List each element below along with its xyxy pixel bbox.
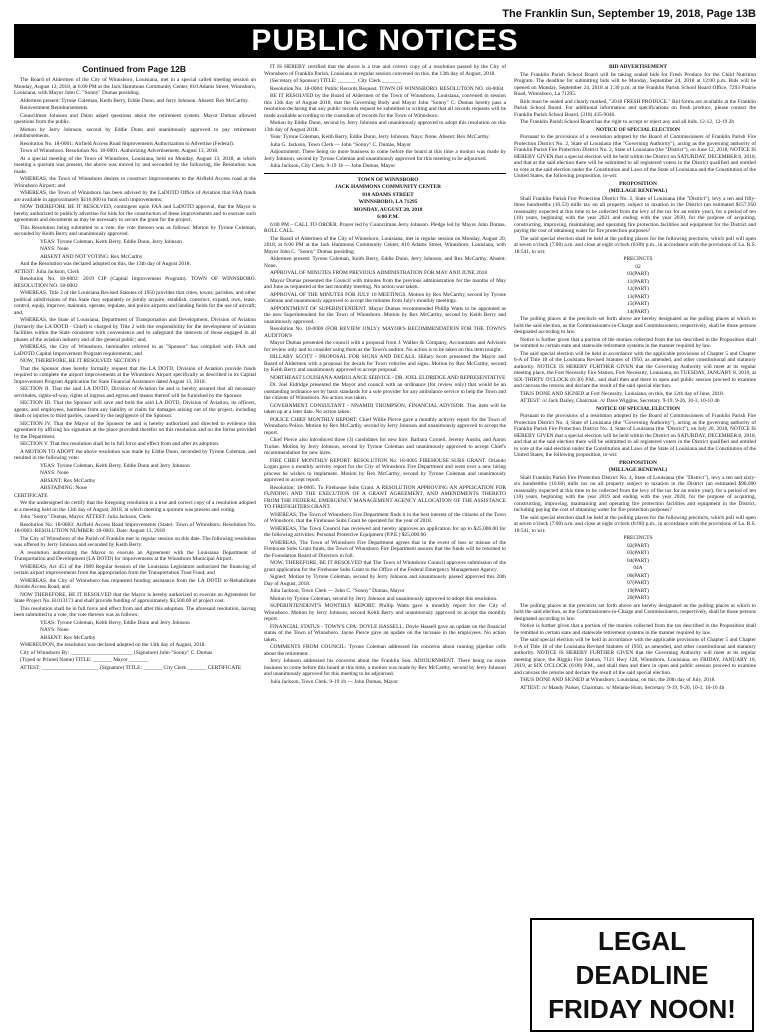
paragraph: WHEREAS, the State of Louisiana, Department of Transportation and Development, Division of Aviation (formerly the LA DOTD - Chief) is charged by Title 2 with the responsibility for the development of aviation facilities within the State consistent with convenience and to safeguard the interests of those engaged in all phases of the aviation industry and of the general public; and,	[14, 317, 256, 343]
paragraph: IT IS HEREBY certified that the above is a true and correct copy of a resolution passed by the City of Winnsboro of Franklin Parish, Louisiana in regular session convened on this, the 13th day of August, 2018.	[264, 64, 506, 77]
paragraph: NOW THEREFORE BE IT RESOLVED, contingent upon FAA and LaDOTD approval, that the Mayor is hereby authorized to publicly advertise for bids for the construction of these improvements and to execute such agreements and documents as may be necessary to secure the grant for the project.	[14, 204, 256, 223]
vote-line: YEAS: Tyrone Coleman, Keith Berry, Eddie Dunn, Jerry Johnson	[40, 238, 182, 245]
paragraph: COMMENTS FROM COUNCIL: Tyrone Coleman addressed his concerns about running pipeline cells about the retirement.	[264, 644, 506, 657]
paragraph: WHEREAS, Title 2 of the Louisiana Revised Statutes of 1950 provides that cities, towns, parishes, and other political subdivisions of this State may separately or jointly acquire, establish, construct, expand, own, lease, control, equip, improve, maintain, operate, regulate, and police airports and landing fields for the use of aircraft; and,	[14, 290, 256, 316]
paragraph: Aldermen present: Tyrone Coleman, Keith Berry, Eddie Dunn, and Jerry Johnson. Absent: Rex McCarthy.	[20, 97, 249, 104]
paragraph: Julia Jackson, Town Clerk — John C. "Sonny" Dumas, Mayor	[270, 588, 405, 594]
meeting-title: 810 ADAMS STREET	[362, 191, 414, 198]
vote-line: NAYS: None	[40, 627, 69, 633]
paragraph: WHEREAS, the Town of Winnsboro desires to construct improvements to the Airfield Access road at the Winnsboro Airport; and	[14, 176, 256, 189]
precinct: 20(PART)	[627, 595, 649, 601]
paragraph: The Franklin Parish School Board has the right to accept or reject any and all bids. 12-12, 12-19 2b	[520, 119, 735, 125]
paragraph: Motion by Eddie Dunn, second by Jerry Johnson and unanimously approved to adopt this resolution on this 13th day of August 2018.	[264, 120, 506, 133]
paragraph: POLICE CHIEF MONTHLY REPORT: Chief Willie Pierce gave a monthly activity report for the Town of Winnsboro Police. Motion by Rex McCarthy, second by Jerry Johnson and unanimously approved to accept the report.	[264, 416, 506, 436]
paragraph: Julia Jackson, City Clerk. 9-19 1b — John Dumas, Mayor	[270, 163, 396, 169]
meeting-title: JACK HAMMONS COMMUNITY CENTER	[335, 184, 441, 190]
paragraph: THUS DONE AND SIGNED at Fort Necessity, Louisiana, on this, the 12th day of June, 2018.	[520, 390, 725, 397]
callout-line: FRIDAY NOON!	[548, 994, 736, 1024]
precinct: 02(PART)	[627, 542, 649, 549]
proposition-subheading: (MILLAGE RENEWAL)	[608, 467, 668, 473]
paragraph: Resolution No. 18-0006 (FOR REVIEW ONLY): MAYOR'S RECOMMENDATION FOR THE TOWN'S AUDITOR'S	[264, 326, 506, 339]
paragraph: The said special election will be held in accordance with the applicable provisions of Chapter 5 and Chapter 6-A of Title 18 of the Louisiana Revised Statutes of 1950, as amended, and other constitutional and statutory authority. NOTICE IS HEREBY FURTHER GIVEN that the Governing Authority will meet at its regular meeting place, the Riggin Fire Station, 7121 Hwy 128, Winnsboro, Louisiana, on FRIDAY, JANUARY 18, 2019, at SIX O'CLOCK (6:00) P.M., and shall then and there in open and public session proceed to examine and canvass the returns and declare the result of the said special election.	[514, 637, 756, 676]
paragraph: A resolution authorizing the Mayor to execute an Agreement with the Louisiana Department of Transportation and Development (LA DOTD) for improvements at the Winnsboro Municipal Airport.	[14, 549, 256, 562]
paragraph: Pursuant to the provisions of a resolution adopted by the Board of Commissioners of Franklin Parish Fire Protection District No. 2, State of Louisiana (the "Governing Authority"), acting as the governing authority of Franklin Parish Fire Protection District No. 2, State of Louisiana (the "District"), on June 12, 2018, NOTICE IS HEREBY GIVEN that a special election will be held within the District on SATURDAY, DECEMBER 8, 2018, and that at the said election there will be submitted to all registered voters in the District qualified and entitled to vote at the said election under the Constitution and Laws of the State of Louisiana and the Constitution of the United States, the following proposition, to-wit:	[514, 134, 756, 179]
precinct: 04A	[633, 565, 643, 571]
paragraph: This resolution shall be in full force and effect from and after this adoption. The aforesaid resolution, having been submitted to a vote, the vote thereon was as follows:	[14, 605, 256, 618]
paragraph: Reinvestment Reimbursements.	[20, 105, 89, 111]
paragraph: The polling places at the precincts set forth above are hereby designated as the polling places at which to hold the said election, as the Commissioners-in-Charge and Commissioners, respectively, shall be those persons designated according to law.	[514, 316, 756, 335]
paragraph: Resolution: 18-0005. To Firehouse Subs Grant. A RESOLUTION APPROVING AN APPLICATION FOR FUNDING AND THE EXECUTION OF A GRANT AGREEMENT, AND AMENDMENTS THERETO FROM THE FEDERAL EMERGENCY MANAGEMENT AGENCY ALLOCATION OF THE ASSISTANCE TO FIREFIGHTERS GRANT.	[264, 484, 506, 510]
precinct: 06(PART)	[627, 572, 649, 579]
meeting-title: TOWN OF WINNSBORO	[357, 176, 419, 183]
paragraph: Motion by Tyrone Coleman, second by Jerry Johnson and unanimously approved to adopt this resolution.	[270, 595, 498, 602]
paragraph: The said special election shall be held at the polling places for the following precincts, which poll will open at seven o'clock (7:00) a.m. and close at eight o'clock (8:00) p.m., in accordance with the provisions of La. R.S. 18:541, to wit:	[514, 235, 756, 255]
paragraph: WHEREUPON, the resolution was declared adopted on the 13th day of August, 2018.	[20, 642, 206, 648]
signature-block: City of Winnsboro By: _______________________ (Signature) John "Sonny" C. Dumas	[20, 649, 213, 656]
paragraph: The said special election shall be held at the polling places for the following precincts, which poll will open at seven o'clock (7:00) a.m. and close at eight o'clock (8:00) p.m., in accordance with the provisions of La. R.S. 18:541, to wit:	[514, 514, 756, 534]
precinct: 11(PART)	[627, 278, 649, 285]
paragraph: WHEREAS, the Town of Winnsboro has been advised by the LaDOTD Office of Aviation that FAA funds are available in approximately $116,000 to fund such improvements;	[14, 190, 256, 203]
paragraph: And the Resolution was declared adopted on this, the 13th day of August 2018.	[20, 261, 191, 267]
precinct: 19(PART)	[627, 587, 649, 594]
attest-line: ATTEST: Julia Jackson, Clerk	[14, 268, 80, 275]
paragraph: NOW, THEREFORE, BE IT RESOLVED: SECTION I	[20, 358, 140, 364]
meeting-title: MONDAY, AUGUST 20, 2018	[353, 206, 423, 213]
paragraph: Adjournment: There being no more business to come before the board at this time a motion was made by Jerry Johnson, second by Tyrone Coleman and unanimously approved for this meeting to be adjourned.	[264, 149, 506, 162]
paragraph: SECTION IV. That the Mayor of the Sponsor be and is hereby authorized and directed to evidence this agreement by affixing his signature at the place provided therefor on this resolution and on the forms provided by the Department.	[14, 420, 256, 440]
paragraph: SECTION V. That this resolution shall be in full force and effect from and after its adoption.	[20, 441, 220, 447]
certificate-heading: CERTIFICATE	[14, 492, 48, 499]
paragraph: SECTION III. That the Sponsor will save and hold the said LA DOTD, Division of Aviation, its officers, agents, and employees, harmless from any liability or claim for damages arising out of the project, including death or injuries to third parties, caused by the negligence of the Sponsor.	[14, 400, 256, 419]
paragraph: This Resolution being submitted to a vote, the vote thereon was as follows: Motion by Tyrone Coleman, seconded by Keith Berry and unanimously approved.	[14, 224, 256, 237]
paragraph: Notice is further given that a portion of the monies collected from the tax described in the Proposition shall be remitted to certain state and statewide retirement systems in the manner required by law.	[514, 623, 756, 636]
paragraph: WHEREAS, The Town Council has reviewed and hereby approves an application for up to $25,000.00 for the following activities: Personal Protective Equipment (P.P.E.) $25,000.00	[264, 525, 506, 538]
paragraph: WHEREAS, Act 451 of the 1989 Regular Session of the Louisiana Legislature authorized the financing of certain airport improvements from the appropriation from the Transportation Trust Fund; and	[14, 563, 256, 576]
vote-line: YEAS: Tyrone Coleman, Keith Berry, Eddie Dunn and Jerry Johnson	[40, 462, 190, 469]
paragraph: APPROVAL OF MINUTES FROM PREVIOUS ADMINISTRATION FOR MAY AND JUNE 2018	[270, 270, 488, 276]
paragraph: Shall Franklin Parish Fire Protection District No. 2, State of Louisiana (the "District"), levy a ten and fifty-three hundredths (10.53) mills tax on all property subject to taxation in the District (an estimated $157,950 reasonably expected at this time to be collected from the levy of the tax for an entire year), for a period of ten (10) years, beginning with the year 2021 and ending with the year 2030, for the purpose of acquiring, constructing, improving, maintaining and operating fire protection facilities and equipment for the District and paying the cost of obtaining water for fire protection purposes?	[514, 195, 756, 234]
precinct: 07(PART)	[627, 580, 649, 586]
precinct: 15(PART)	[627, 301, 649, 307]
paragraph: The Board of Aldermen of the City of Winnsboro, Louisiana, met in regular session on Monday, August 20, 2018, at 6:00 PM at the Jack Hammons Community Center, 810 Adams Street, Winnsboro, Louisiana, with Mayor John C. "Sonny" Dumas presiding.	[264, 235, 506, 255]
paragraph: That the Sponsor does hereby formally request that the LA DOTD, Division of Aviation provide funds required to complete the airport improvements at the Winnsboro Airport specifically as described in its Capital Improvement Program Application for State Financial Assistance dated August 13, 2018.	[14, 365, 256, 385]
paragraph: Julia Jackson, Town Clerk. 9-19 1b — John Dumas, Mayor	[270, 678, 398, 685]
proposition-heading: PROPOSITION	[619, 459, 657, 466]
paragraph: Town of Winnsboro. Resolution No. 18-0001. Authorizing Advertisement. August 13, 2018.	[20, 148, 219, 154]
paragraph: ATTEST: /s/ Jack Dailey, Chairman. /s/ Dave Wiggins, Secretary. 9-19, 9-26, 10-3, 10-10 4b	[520, 398, 720, 404]
paragraph: Aldermen present: Tyrone Coleman, Keith Berry, Eddie Dunn, Jerry Johnson, and Rex McCarthy. Absent: None.	[264, 256, 506, 269]
paragraph: Resolution No. 18-0003: Airfield Access Road Improvements (State). Town of Winnsboro. Resolution No. 18-0003. RESOLUTION NUMBER: 18-0003. Date: August 13, 2018	[14, 521, 256, 534]
legal-deadline-callout	[530, 918, 754, 1032]
paragraph: Yeas: Tyrone Coleman, Keith Berry, Eddie Dunn, Jerry Johnson. Nays: None. Absent: Rex McCarthy.	[270, 134, 490, 140]
notices-column-1	[14, 64, 256, 1014]
notice-heading: NOTICE OF SPECIAL ELECTION	[595, 126, 681, 133]
precinct: 03(PART)	[627, 550, 649, 556]
paragraph: Mayor Dumas presented the Council with minutes from the previous administration for the months of May and June as requested at the last monthly meeting. No action was taken.	[264, 277, 506, 290]
paragraph: Resolution No. 18-0004: Public Records Request. TOWN OF WINNSBORO. RESOLUTION NO. 18-0004	[270, 85, 504, 92]
paragraph: (Secretary of Sponsor) TITLE: _______ City Clerk _______	[270, 78, 401, 84]
vote-line: ABSENT: Rex McCarthy	[40, 634, 96, 641]
notice-heading: NOTICE OF SPECIAL ELECTION	[595, 405, 681, 412]
paragraph: GOVERNMENT CONSULTANT - NNAMDI THOMPSON, FINANCIAL ADVISOR. This item will be taken up at a later date. No action taken.	[264, 402, 506, 415]
page-banner: PUBLIC NOTICES	[14, 24, 756, 58]
paragraph: A MOTION TO ADOPT the above resolution was made by Eddie Dunn, seconded by Tyrone Coleman, and resulted in the following vote:	[14, 448, 256, 461]
proposition-subheading: (MILLAGE RENEWAL)	[608, 188, 668, 194]
precinct: 12(PART)	[627, 286, 649, 292]
notices-column-3	[514, 64, 756, 1014]
precinct: 02	[635, 263, 641, 270]
precinct: 04(PART)	[627, 557, 649, 564]
paragraph: Resolution No. 18-0001: Airfield Access Road Improvements Authorization to Advertise (Federal).	[20, 140, 235, 147]
vote-line: NAYS: None	[40, 246, 69, 252]
paragraph: APPROVAL OF THE MINUTES FOR JULY 16 MEETINGS. Motion by Rex McCarthy, second by Tyrone Coleman and unanimously approved to accept the minutes from July's monthly meetings.	[264, 291, 506, 304]
paragraph: WHEREAS, the City of Winnsboro, hereinafter referred to as "Sponsor" has complied with FAA and LaDOTD Capital Improvement Program requirements; and	[14, 344, 256, 357]
paragraph: SECTION II. That the said LA DOTD, Division of Aviation be and is hereby assured that all necessary servitudes, rights-of-way, rights of ingress and egress and means thereof will be furnished by the Sponsor.	[14, 386, 256, 399]
paragraph: Councilman Johnson and Dunn asked questions about the retirement system. Mayor Dumas allowed questions from the public.	[14, 112, 256, 125]
paragraph: Notice is further given that a portion of the monies collected from the tax described in the Proposition shall be remitted to certain state and statewide retirement systems in the manner required by law.	[514, 336, 756, 349]
paragraph: WHEREAS, the City of Winnsboro has requested funding assistance from the LA DOTD to Rehabilitate Airside Access Road; and	[14, 577, 256, 590]
paragraph: 6:00 PM – CALL TO ORDER. Prayer led by Councilman Jerry Johnson. Pledge led by Mayor John Dumas. ROLL CALL.	[264, 221, 506, 234]
paragraph: HILLARY SCOTT - PROPOSAL FOR SIGNS AND DECALS. Hillary Scott presented the Mayor and Board of Aldermen with a proposal for decals for Town vehicles and signs. Motion by Rex McCarthy, second by Keith Berry and unanimously approved to accept proposal.	[264, 354, 506, 373]
paragraph: At a special meeting of the Town of Winnsboro, Louisiana, held on Monday, August 13, 2018, at which meeting a quorum was present, the above was moved by and seconded by the following, the Resolution was made.	[14, 155, 256, 175]
vote-line: YEAS: Tyrone Coleman, Keith Berry, Eddie Dunn and Jerry Johnson	[40, 619, 190, 626]
paragraph: Chief Pierce also introduced three (3) candidates for new hire: Barbara Cornell, Jeremy Austin, and Aaron Tucker. Motion by Jerry Johnson, second by Tyrone Coleman and unanimously approved to accept Chief's recommendation for new hires.	[264, 437, 506, 456]
paragraph: Jerry Johnson addressed his concerns about the Franklin Sun. ADJOURNMENT. There being no more business to come before this board at this time, a motion was made by Rex McCarthy, second by Jerry Johnson and unanimously approved for this meeting to be adjourned.	[264, 658, 506, 677]
paragraph: The Franklin Parish School Board will be taking sealed bids for Fresh Produce for the Child Nutrition Program. The deadline for submitting bids will be Monday, September 24, 2018 at 12:00 p.m. Bids will be opened on Monday, September 24, 2018 at 1:30 p.m. at the Franklin Parish School Board Office, 7293 Prairie Road, Winnsboro, La 71295.	[514, 71, 756, 97]
notice-heading: BID ADVERTISEMENT	[608, 64, 668, 70]
paragraph: BE IT RESOLVED by the Board of Aldermen of the Town of Winnsboro, Louisiana, convened in session this 13th day of August 2018, that the Governing Body and Mayor John "Sonny" C. Dumas hereby pass a resolution declaring that any public records request be submitted in writing and that all records requests will be made available according to the custodian of records for the Town of Winnsboro.	[264, 93, 506, 119]
vote-line: ABSENT AND NOT VOTING: Rex McCarthy	[40, 253, 143, 260]
running-head: The Franklin Sun, September 19, 2018, Page 13B	[502, 8, 756, 20]
paragraph: We the undersigned do certify that the foregoing resolution is a true and correct copy of a resolution adopted at a meeting held on the 13th day of August, 2018, at which meeting a quorum was present and voting.	[14, 500, 256, 513]
paragraph: Motion by Jerry Johnson, second by Eddie Dunn and unanimously approved to pay retirement reimbursements.	[14, 126, 256, 139]
signature-block: (Typed or Printed Name) TITLE: _______ Mayor _______	[20, 657, 148, 663]
paragraph: The Board of Aldermen of the City of Winnsboro, Louisiana, met in a special called meeting session on Monday, August 13, 2018, at 6:00 PM at the Jack Hammons Community Center, 810 Adams Street, Winnsboro, Louisiana, with Mayor John C. "Sonny" Dumas presiding.	[14, 77, 256, 96]
vote-line: NAYS: None	[40, 470, 69, 476]
paragraph: WHEREAS, The Town of Winnsboro Fire Department finds it in the best interest of the citizens of the Town of Winnsboro, that the Firehouse Subs Grant be operated for the year of 2018.	[264, 511, 506, 524]
paragraph: NOW THEREFORE, BE IT RESOLVED that the Mayor is hereby authorized to execute an Agreement for State Project No. H.013171 and shall provide funding of approximately $3,500.00 of project cost.	[14, 591, 256, 604]
meeting-title: WINNSBORO, LA 71295	[358, 199, 418, 205]
paragraph: The polling places at the precincts set forth above are hereby designated as the polling places at which to hold the said election, as the Commissioners-in-Charge and Commissioners, respectively, shall be those persons designated according to law.	[514, 602, 756, 622]
precinct: 13(PART)	[627, 293, 649, 300]
paragraph: Resolution No. 18-0002: 2019 CIP (Capital Improvement Program). TOWN OF WINNSBORO. RESOLUTION NO. 18-0002	[14, 276, 256, 289]
paragraph: Julia G. Jackson, Town Clerk — John "Sonny" C. Dumas, Mayor	[270, 141, 412, 148]
paragraph: ATTEST: /s/ Mandy Parker, Chairman. /s/ Melanie Hunt, Secretary. 9-19, 9-26, 10-3, 10-10 4b	[520, 684, 725, 691]
paragraph: NORTHEAST LOUISIANA AMBULANCE SERVICE - DR. JOEL ELDRIDGE AND REPRESENTATIVE	[270, 374, 506, 381]
paragraph: John "Sonny" Dumas, Mayor. ATTEST: Julia Jackson, Clerk	[20, 514, 151, 520]
vote-line: ABSTAINING: None	[40, 485, 88, 491]
paragraph: SUPERINTENDENT'S MONTHLY REPORT: Phillip Watts gave a monthly report for the City of Winnsboro. Motion by Jerry Johnson, second Keith Berry and unanimously approved to accept the monthly report.	[264, 603, 506, 622]
paragraph: APPOINTMENT OF SUPERINTENDENT. Mayor Dumas recommended Phillip Watts to be appointed as the new Superintendent for the Town of Winnsboro. Motion by Rex McCarthy, second by Keith Berry and unanimously approved.	[264, 305, 506, 325]
paragraph: NOW, THEREFORE, BE IT RESOLVED that The Town of Winnsboro Council approves submission of the grant application for the Firehouse Subs Grant to the Office of the Federal Emergency Management Agency.	[264, 560, 506, 573]
divider	[264, 173, 506, 174]
proposition-heading: PROPOSITION	[619, 180, 657, 187]
precincts-heading: PRECINCTS	[623, 535, 653, 541]
paragraph: Shall Franklin Parish Fire Protection District No. 4, State of Louisiana (the "District"), levy a ten and sixty-six hundredths (10.66) mills tax on all property subject to taxation in the District (an estimated $98,000 reasonably expected at this time to be collected from the levy of the tax for an entire year), for a period of ten (10) years, beginning with the year 2019 and ending with the year 2028, for the purpose of acquiring, constructing, improving, maintaining and operating fire protection facilities and equipment in the District, including paying the cost of obtaining water for fire protection purposes?	[514, 474, 756, 513]
paragraph: The said special election will be held in accordance with the applicable provisions of Chapter 5 and Chapter 6-A of Title 18 of the Louisiana Revised Statutes of 1950, as amended, and other constitutional and statutory authority. NOTICE IS HEREBY FURTHER GIVEN that the Governing Authority will meet at its regular meeting place, the Fort Necessity Fire Station, Fort Necessity, Louisiana, on TUESDAY, JANUARY 8, 2019, at SIX-THIRTY O'CLOCK (6:30) P.M., and shall then and there in open and public session proceed to examine and canvass the returns and declare the result of the said special election.	[514, 350, 756, 389]
paragraph: Mayor Dumas presented the council with a proposal from J. Walker & Company, Accountants and Advisors for review only and to consider using them as the Town's auditor. No action is to be taken on this item tonight.	[264, 340, 506, 353]
paragraph: Pursuant to the provisions of a resolution adopted by the Board of Commissioners of Franklin Parish Fire Protection District No. 4, State of Louisiana (the "Governing Authority"), acting as the governing authority of Franklin Parish Fire Protection District No. 4, State of Louisiana (the "District"), on July 20, 2018, NOTICE IS HEREBY GIVEN that a special election will be held within the District on SATURDAY, DECEMBER 8, 2018, and that at the said election there will be submitted to all registered voters in the District qualified and entitled to vote at the said election under the Constitution and Laws of the State of Louisiana and the Constitution of the United States, the following proposition, to-wit:	[514, 413, 756, 458]
notices-column-2	[264, 64, 506, 1014]
paragraph: FINANCIAL STATUS - TOWN'S CPA: DOYLE HASSELL. Doyle Hassell gave an update on the financial status of the Town of Winnsboro. Jayne Pierce gave an update on the increase in the employees. No action taken.	[264, 623, 506, 643]
paragraph: THUS DONE AND SIGNED at Winnsboro, Louisiana, on this, the 20th day of July, 2018.	[520, 677, 716, 683]
continued-label: Continued from Page 12B	[82, 64, 186, 74]
paragraph: Signed: Motion by Tyrone Coleman, second by Jerry Johnson and unanimously passed approved this 20th Day of August, 2018.	[264, 574, 506, 587]
precincts-heading: PRECINCTS	[623, 256, 653, 262]
paragraph: FIRE CHIEF MONTHLY REPORT: RESOLUTION No. 18-0005 FIREHOUSE SUBS GRANT. Orlando Logan gave a monthly activity report for the City of Winnsboro Fire Department and went over a new hiring process he wishes to implement. Motion by Rex McCarthy, second by Tyrone Coleman and unanimously approved to accept report.	[264, 457, 506, 483]
paragraph: Dr. Joel Eldridge presented the Mayor and council with an ordinance (for review only) that would be an outstanding ordinance set by basic standards for a sole provider for any ambulance service to help the Town and the citizens of Winnsboro. No action was taken.	[264, 382, 506, 401]
precinct: 14(PART)	[627, 308, 649, 315]
paragraph: WHEREAS, The Town of Winnsboro Fire Department agrees that in the event of loss or misuse of the Firehouse Subs Grant funds, the Town of Winnsboro Fire Department assures that the funds will be returned to the Foundation Board of Directors in full.	[264, 539, 506, 559]
callout-line: LEGAL DEADLINE	[575, 926, 709, 990]
paragraph: Bids must be sealed and clearly marked, "2018 FRESH PRODUCE." Bid forms are available at the Franklin Parish School Board. For additional information and specifications on fresh produce, please contact the Franklin Parish School Board, (318) 435-9046.	[514, 98, 756, 118]
paragraph: The City of Winnsboro of the Parish of Franklin met in regular session on this date. The following resolution was offered by Jerry Johnson and seconded by Keith Berry.	[14, 535, 256, 548]
signature-block: ATTEST: _____________________ (Signature) TITLE: _______ City Clerk _______ CERTIFICATE	[20, 664, 242, 671]
meeting-title: 6:00 P.M.	[377, 214, 399, 220]
precinct: 03(PART)	[627, 271, 649, 277]
vote-line: ABSENT: Rex McCarthy	[40, 477, 96, 484]
